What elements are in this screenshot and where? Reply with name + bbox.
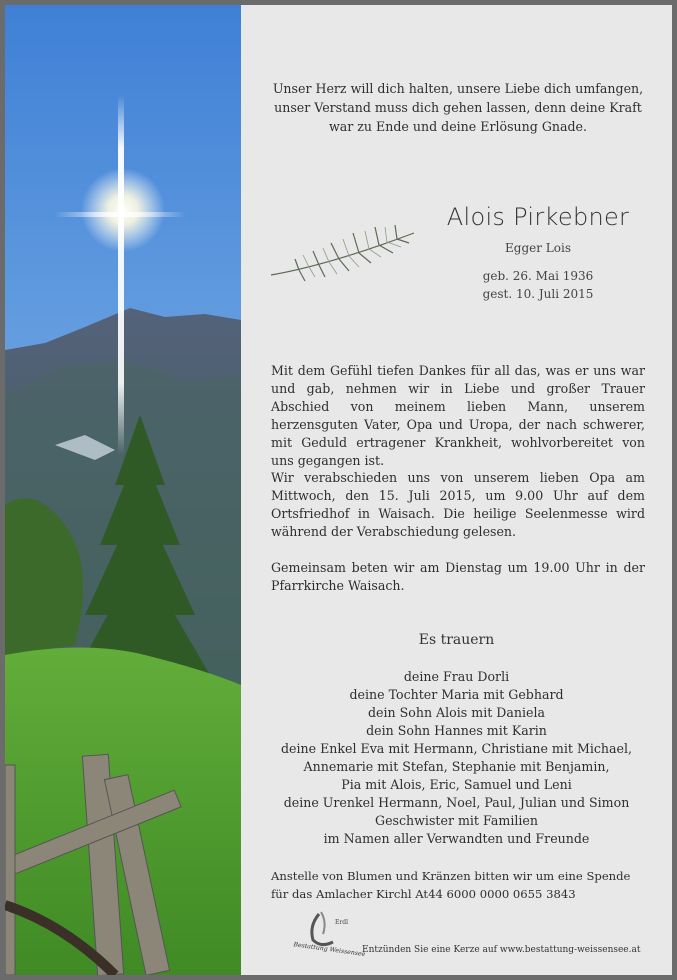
mourner-line: deine Enkel Eva mit Hermann, Christiane mit Michael, [280,741,633,756]
funeral-home-logo-icon [291,908,367,958]
gratitude-paragraph: Mit dem Gefühl tiefen Dankes für all das, was er uns war und gab, nehmen wir in Liebe und großer Trauer Abschied von meinem lieben Mann, unserem herzensguten Vater, Opa und Uropa, der nach schwerer, mit Geduld ertragener Krankheit, wohlvorbereitet von uns gegangen ist. [271,363,645,468]
donation-line: Anstelle von Blumen und Kränzen bitten wir um eine Spende [271,869,631,883]
logo-small-text: Erdl [335,919,349,926]
logo-text: Bestattung Weissensee [292,941,366,958]
mourner-line: im Namen aller Verwandten und Freunde [323,831,590,846]
mourner-line: Geschwister mit Familien [375,813,538,828]
prayer-paragraph: Gemeinsam beten wir am Dienstag um 19.00 Uhr in der Pfarrkirche Waisach. [271,560,645,593]
quote-line: Unser Herz will dich halten, unsere Liebe dich umfangen, [272,81,644,96]
mourner-line: dein Sohn Alois mit Daniela [367,705,546,720]
donation-line: für das Amlacher Kirchl At44 6000 0000 0655 3843 [271,887,576,901]
obituary-content [241,5,672,975]
mourner-line: deine Urenkel Hermann, Noel, Paul, Julian und Simon [283,795,630,810]
deceased-nickname: Egger Lois [505,241,571,255]
quote-line: war zu Ende und deine Erlösung Gnade. [328,119,588,134]
life-dates [433,267,643,303]
fir-branch-icon [269,215,419,289]
candle-website-text[interactable]: Entzünden Sie eine Kerze auf www.bestattung-weissensee.at [362,945,641,955]
donation-note [271,867,651,903]
funeral-paragraph: Wir verabschieden uns von unserem lieben Opa am Mittwoch, den 15. Juli 2015, um 9.00 Uhr auf dem Ortsfriedhof in Waisach. Die heilige Seelenmesse wird während der Verabschiedung gelesen. [271,470,645,539]
landscape-photo [5,5,241,975]
memorial-quote [263,79,653,136]
mourner-line: Pia mit Alois, Eric, Samuel und Leni [341,777,572,792]
obituary-card [5,5,672,975]
deceased-name: Alois Pirkebner [446,203,630,231]
mourner-line: deine Frau Dorli [403,669,510,684]
mourners-list [241,668,672,848]
mourner-line: deine Tochter Maria mit Gebhard [349,687,564,702]
mourner-line: dein Sohn Hannes mit Karin [366,723,547,738]
quote-line: unser Verstand muss dich gehen lassen, denn deine Kraft [274,100,642,115]
mourner-line: Annemarie mit Stefan, Stephanie mit Benjamin, [303,759,610,774]
birth-date: geb. 26. Mai 1936 [482,269,594,283]
death-date: gest. 10. Juli 2015 [482,287,594,301]
mourners-heading: Es trauern [418,632,495,648]
